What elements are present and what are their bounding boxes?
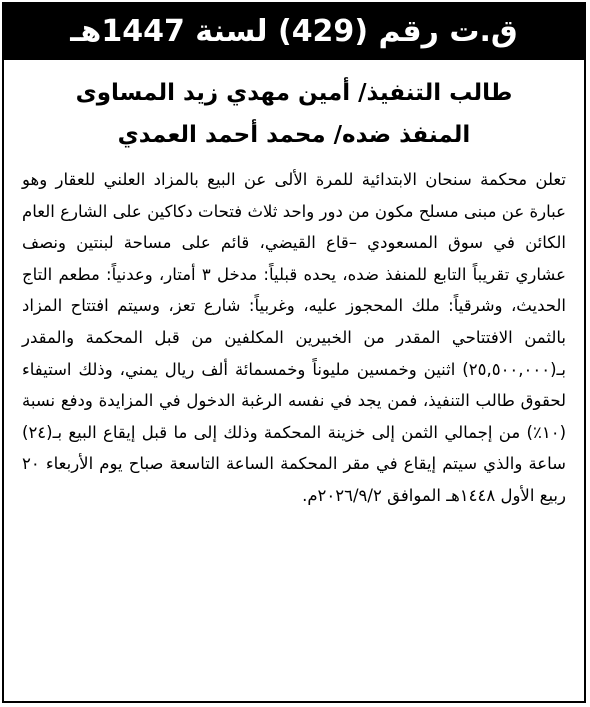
claimant-line: طالب التنفيذ/ أمين مهدي زيد المساوى bbox=[75, 80, 513, 106]
notice-header bbox=[4, 4, 584, 60]
parties-block bbox=[4, 72, 584, 156]
case-number-title: ق.ت رقم (429) لسنة 1447هـ bbox=[70, 14, 518, 49]
notice-body: تعلن محكمة سنحان الابتدائية للمرة الألى عن البيع بالمزاد العلني للعقار وهو عبارة عن مبنى مسلح مكون من دور واحد ثلاث فتحات دكاكين على الشارع العام الكائن في سوق المسعودي –قاع القيضي، قائم على مساحة لبنتين ونصف عشاري تقريباً التابع للمنفذ ضده، يحده قبلياً: مدخل ٣ أمتار، وعدنياً: مطعم التاج الحديث، وشرقياً: ملك المحجوز عليه، وغربياً: شارع تعز، وسيتم افتتاح المزاد بالثمن الافتتاحي المقدر من الخبيرين المكلفين من قبل المحكمة والمقدر بـ(٢٥,٥٠٠,٠٠٠) اثنين وخمسين مليوناً وخمسمائة ألف ريال يمني، وذلك استيفاء لحقوق طالب التنفيذ، فمن يجد في نفسه الرغبة الدخول في المزايدة ودفع نسبة (١٠٪) من إجمالي الثمن إلى خزينة المحكمة وذلك إلى ما قبل إيقاع البيع بـ(٢٤) ساعة والذي سيتم إيقاع في مقر المحكمة الساعة التاسعة صباح يوم الأربعاء ٢٠ ربيع الأول ١٤٤٨هـ الموافق ٢٠٢٦/٩/٢م. bbox=[22, 170, 566, 505]
court-notice bbox=[2, 2, 586, 703]
defendant-line: المنفذ ضده/ محمد أحمد العمدي bbox=[117, 122, 471, 148]
